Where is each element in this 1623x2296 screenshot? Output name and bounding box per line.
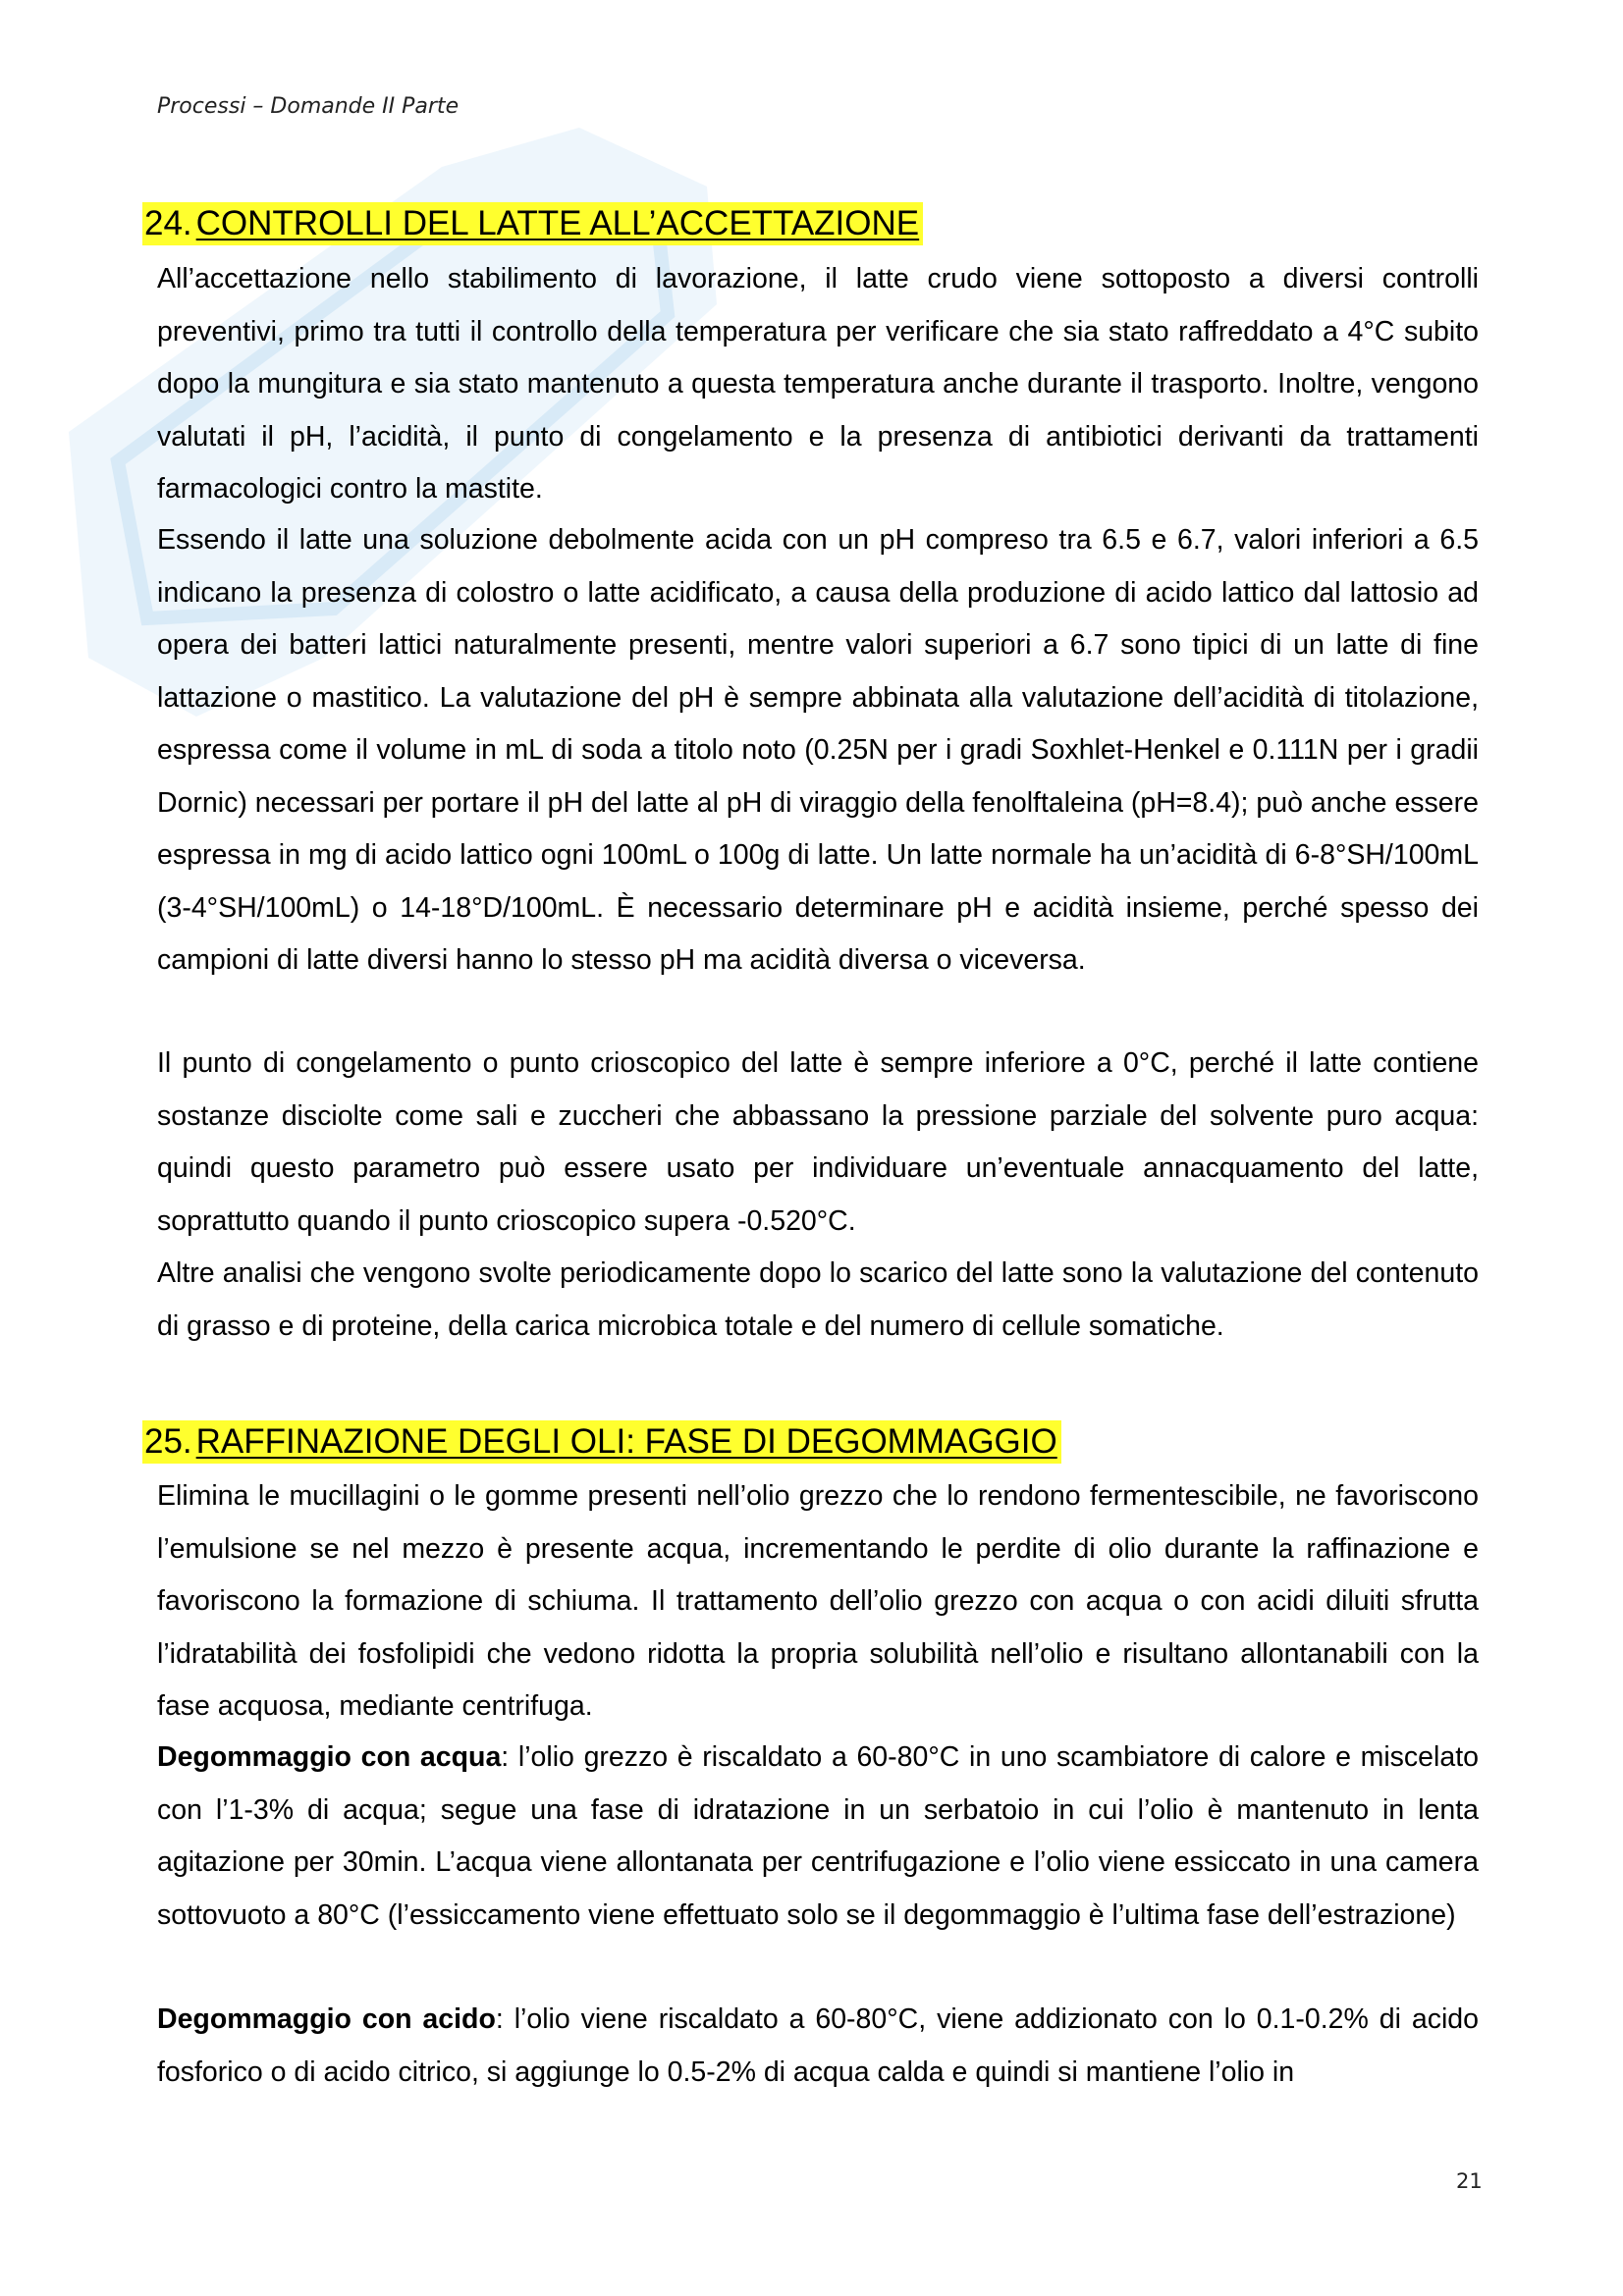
section-24-paragraph-4: Altre analisi che vengono svolte periodicamente dopo lo scarico del latte sono la valutazione del contenuto di grasso e di proteine, della carica microbica totale e del numero di cellule somatiche.	[157, 1257, 1479, 1342]
page-number: 21	[1456, 2169, 1483, 2193]
section-24-title: CONTROLLI DEL LATTE ALL’ACCETTAZIONE	[195, 204, 920, 242]
section-25-paragraph-1: Elimina le mucillagini o le gomme presenti nell’olio grezzo che lo rendono fermentescibile, ne favoriscono l’emulsione se nel mezzo è presente acqua, incrementando le perdite di olio durante la raffinazione e favoriscono la formazione di schiuma. Il trattamento dell’olio grezzo con acqua o con acidi diluiti sfrutta l’idratabilità dei fosfolipidi che vedono ridotta la propria solubilità nell’olio e risultano allontanabili con la fase acquosa, mediante centrifuga.	[157, 1480, 1479, 1722]
subsection-water-label: Degommaggio con acqua	[157, 1741, 502, 1773]
section-25-heading	[142, 1420, 1061, 1464]
subsection-acid-text: : l’olio viene riscaldato a 60-80°C, viene addizionato con lo 0.1-0.2% di acido fosforico o di acido citrico, si aggiunge lo 0.5-2% di acqua calda e quindi si mantiene l’olio in	[157, 2003, 1479, 2088]
section-25-subsection-water	[157, 1732, 1479, 1942]
section-24-heading	[142, 202, 923, 245]
page-header: Processi – Domande II Parte	[157, 94, 460, 119]
section-24-paragraph-1: All’accettazione nello stabilimento di lavorazione, il latte crudo viene sottoposto a diversi controlli preventivi, primo tra tutti il controllo della temperatura per verificare che sia stato raffreddato a 4°C subito dopo la mungitura e sia stato mantenuto a questa temperatura anche durante il trasporto. Inoltre, vengono valutati il pH, l’acidità, il punto di congelamento e la presenza di antibiotici derivanti da trattamenti farmacologici contro la mastite.	[157, 263, 1479, 505]
subsection-water-text: : l’olio grezzo è riscaldato a 60-80°C in uno scambiatore di calore e miscelato con l’1-3% di acqua; segue una fase di idratazione in un serbatoio in cui l’olio è mantenuto in lenta agitazione per 30min. L’acqua viene allontanata per centrifugazione e l’olio viene essiccato in una camera sottovuoto a 80°C (l’essiccamento viene effettuato solo se il degommaggio è l’ultima fase dell’estrazione)	[157, 1741, 1479, 1931]
section-25-title: RAFFINAZIONE DEGLI OLI: FASE DI DEGOMMAGGIO	[195, 1422, 1057, 1461]
section-24-paragraph-3: Il punto di congelamento o punto crioscopico del latte è sempre inferiore a 0°C, perché il latte contiene sostanze disciolte come sali e zuccheri che abbassano la pressione parziale del solvente puro acqua: quindi questo parametro può essere usato per individuare un’eventuale annacquamento del latte, soprattutto quando il punto crioscopico supera -0.520°C.	[157, 1047, 1479, 1237]
section-25-number: 25.	[144, 1422, 192, 1461]
section-24-number: 24.	[144, 204, 192, 242]
section-24-paragraph-2: Essendo il latte una soluzione debolmente acida con un pH compreso tra 6.5 e 6.7, valori inferiori a 6.5 indicano la presenza di colostro o latte acidificato, a causa della produzione di acido lattico dal lattosio ad opera dei batteri lattici naturalmente presenti, mentre valori superiori a 6.7 sono tipici di un latte di fine lattazione o mastitico. La valutazione del pH è sempre abbinata alla valutazione dell’acidità di titolazione, espressa come il volume in mL di soda a titolo noto (0.25N per i gradi Soxhlet-Henkel e 0.111N per i gradii Dornic) necessari per portare il pH del latte al pH di viraggio della fenolftaleina (pH=8.4); può anche essere espressa in mg di acido lattico ogni 100mL o 100g di latte. Un latte normale ha un’acidità di 6-8°SH/100mL (3-4°SH/100mL) o 14-18°D/100mL. È necessario determinare pH e acidità insieme, perché spesso dei campioni di latte diversi hanno lo stesso pH ma acidità diversa o viceversa.	[157, 524, 1479, 976]
section-25-subsection-acid	[157, 1994, 1479, 2099]
subsection-acid-label: Degommaggio con acido	[157, 2003, 496, 2035]
